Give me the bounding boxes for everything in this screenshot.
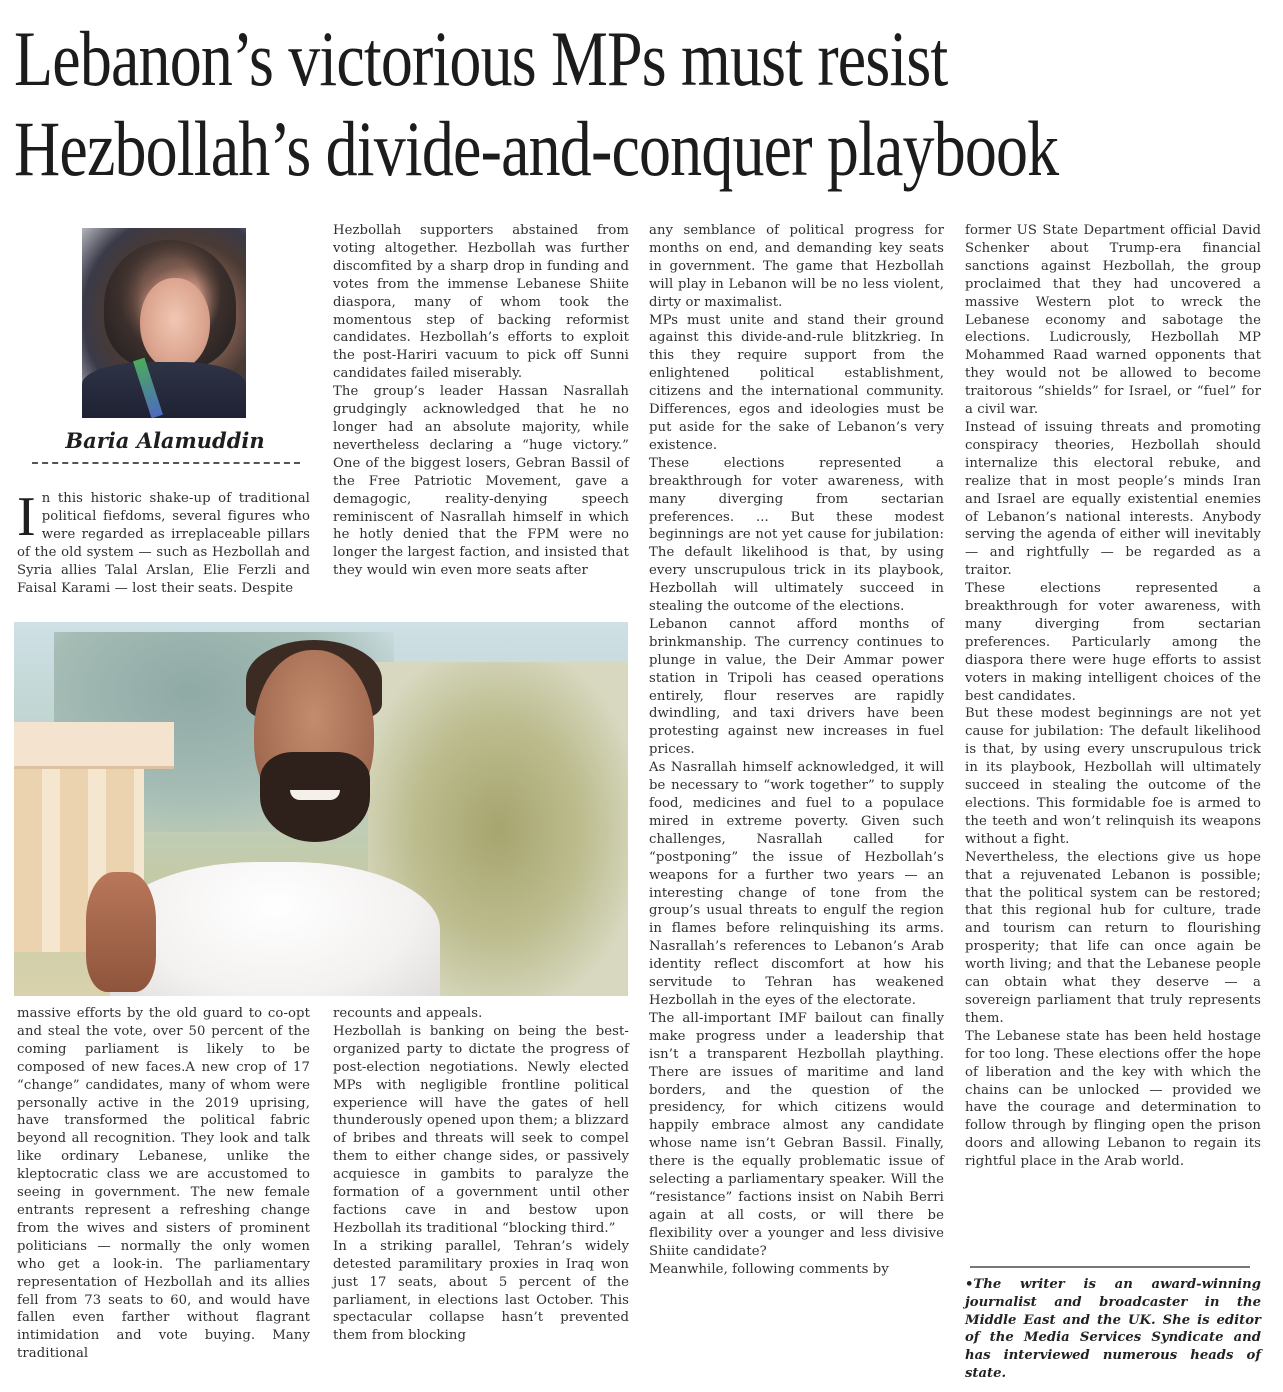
column-1-bottom bbox=[17, 1005, 310, 1363]
paragraph: As Nasrallah himself acknowledged, it will be necessary to “work together” to supply food, medicines and fuel to a populace mired in extreme poverty. Given such challenges, Nasrallah called for “postponing” the issue of Hezbollah’s weapons for a further two years — an interesting change of tone from the group’s usual threats to engulf the region in flames before relinquishing its arms. Nasrallah’s references to Lebanon’s Arab identity reflect discomfort at how his servitude to Tehran has weakened Hezbollah in the eyes of the electorate. bbox=[649, 760, 944, 1008]
photo-smile bbox=[290, 790, 340, 800]
paragraph: The group’s leader Hassan Nasrallah grudgingly acknowledged that he no longer had an absolute majority, while nevertheless declaring a “huge victory.” One of the biggest losers, Gebran Bassil of the Free Patriotic Movement, gave a demagogic, reality-denying speech reminiscent of Nasrallah himself in which he hotly denied that the FPM were no longer the largest faction, and insisted that they would win even more seats after bbox=[333, 384, 629, 579]
paragraph: recounts and appeals. bbox=[333, 1006, 483, 1021]
column-4 bbox=[965, 222, 1261, 1171]
photo-balustrade-rail bbox=[14, 722, 174, 769]
paragraph: The Lebanese state has been held hostage for too long. These elections offer the hope of liberation and the key with which the chains can be unlocked — provided we have the courage and determination to follow through by flinging open the prison doors and allowing Lebanon to regain its rightful place in the Arab world. bbox=[965, 1028, 1261, 1170]
paragraph: former US State Department official David Schenker about Trump-era financial sanctions against Hezbollah, the group proclaimed that they had uncovered a massive Western plot to wreck the Lebanese economy and sabotage the elections. Ludicrously, Hezbollah MP Mohammed Raad warned opponents that they would not be allowed to become traitorous “shields” for Israel, or “fuel” for a civil war. bbox=[965, 223, 1261, 418]
paragraph: These elections represented a breakthrough for voter awareness, with many diverging from sectarian preferences. ... But these modest beginnings are not yet cause for jubilation: The default likelihood is that, by using every unscrupulous trick in its playbook, Hezbollah will ultimately succeed in stealing the outcome of the elections. bbox=[649, 455, 944, 615]
column-1-top bbox=[17, 486, 310, 597]
byline-divider bbox=[32, 462, 300, 464]
author-bio: •The writer is an award-winning journalist and broadcaster in the Middle East and the UK. She is editor of the Media Services Syndicate and has interviewed numerous heads of state. bbox=[965, 1277, 1261, 1381]
headline bbox=[14, 14, 1059, 194]
thumbs-up-hand bbox=[86, 872, 156, 992]
bio-divider bbox=[970, 1266, 1250, 1268]
headline-line-2: Hezbollah’s divide-and-conquer playbook bbox=[14, 105, 1059, 192]
paragraph: But these modest beginnings are not yet cause for jubilation: The default likelihood is that, by using every unscrupulous trick in its playbook, Hezbollah will ultimately succeed in stealing the outcome of the elections. This formidable foe is armed to the teeth and won’t relinquish its weapons without a fight. bbox=[965, 706, 1261, 847]
author-photo bbox=[82, 228, 246, 418]
paragraph: Meanwhile, following comments by bbox=[649, 1261, 889, 1277]
paragraph: In a striking parallel, Tehran’s widely detested paramilitary proxies in Iraq won just 17 seats, about 5 percent of the parliament, in elections last October. This spectacular collapse hasn’t prevented them from blocking bbox=[333, 1238, 629, 1344]
paragraph: MPs must unite and stand their ground against this divide-and-rule blitzkrieg. In this they require support from the enlightened political establishment, citizens and the international community. Differences, egos and ideologies must be put aside for the sake of Lebanon’s very existence. bbox=[649, 312, 944, 453]
paragraph: The all-important IMF bailout can finally make progress under a leadership that isn’t a transparent Hezbollah plaything. There are issues of maritime and land borders, and the question of the presidency, for which citizens would happily embrace almost any candidate whose name isn’t Gebran Bassil. Finally, there is the equally problematic issue of selecting a parliamentary speaker. Will the “resistance” factions insist on Nabih Berri again at all costs, or will there be flexibility over a younger and less divisive Shiite candidate? bbox=[649, 1010, 944, 1259]
column-2-bottom bbox=[333, 1005, 629, 1345]
column-2-top bbox=[333, 222, 629, 580]
paragraph: Nevertheless, the elections give us hope that a rejuvenated Lebanon is possible; that the political system can be restored; that this regional hub for culture, trade and tourism can return to flourishing prosperity; that life can once again be worth living; and that the Lebanese people can obtain what they deserve — a sovereign parliament that truly represents them. bbox=[965, 849, 1261, 1026]
paragraph: Hezbollah is banking on being the best-organized party to dictate the progress of post-election negotiations. Newly elected MPs with negligible frontline political experience will have the gates of hell thunderously opened upon them; a blizzard of bribes and threats will seek to compel them to either change sides, or passively acquiesce in gambits to paralyze the formation of a government until other factions cave in and bestow upon Hezbollah its traditional “blocking third.” bbox=[333, 1023, 629, 1236]
paragraph: any semblance of political progress for months on end, and demanding key seats in government. The game that Hezbollah will play in Lebanon will be no less violent, dirty or maximalist. bbox=[649, 223, 944, 310]
main-photo bbox=[14, 622, 628, 996]
drop-cap: I bbox=[17, 486, 36, 548]
paragraph bbox=[17, 486, 310, 597]
paragraph: Hezbollah supporters abstained from voting altogether. Hezbollah was further discomfited by a sharp drop in funding and votes from the immense Lebanese Shiite diaspora, many of whom took the momentous step of backing reformist candidates. Hezbollah’s efforts to exploit the post-Hariri vacuum to pick off Sunni candidates failed miserably. bbox=[333, 223, 629, 382]
photo-shirt bbox=[110, 862, 440, 996]
paragraph: These elections represented a breakthrough for voter awareness, with many diverging from sectarian preferences. Particularly among the diaspora there were huge efforts to assist voters in making intelligent choices of the best candidates. bbox=[965, 581, 1261, 704]
paragraph-text: n this historic shake-up of traditional political fiefdoms, several figures who were regarded as irreplaceable pillars of the old system — such as Hezbollah and Syria allies Talal Arslan, Elie Ferzli and Faisal Karami — lost their seats. Despite bbox=[17, 491, 310, 596]
paragraph: massive efforts by the old guard to co-opt and steal the vote, over 50 percent of the coming parliament is likely to be composed of new faces.A new crop of 17 “change” candidates, many of whom were personally active in the 2019 uprising, have transformed the political fabric beyond all recognition. They look and talk like ordinary Lebanese, unlike the kleptocratic class we are accustomed to seeing in government. The new female entrants represent a refreshing change from the wives and sisters of prominent politicians — normally the only women who get a look-in. The parliamentary representation of Hezbollah and its allies fell from 73 seats to 60, and would have fallen even farther without flagrant intimidation and vote buying. Many traditional bbox=[17, 1006, 310, 1362]
column-3 bbox=[649, 222, 944, 1278]
paragraph: Lebanon cannot afford months of brinkmanship. The currency continues to plunge in value, the Deir Ammar power station in Tripoli has ceased operations entirely, flour reserves are rapidly dwindling, and taxi drivers have been protesting against new increases in fuel prices. bbox=[649, 616, 944, 758]
author-photo-face bbox=[140, 278, 210, 370]
author-byline: Baria Alamuddin bbox=[65, 428, 265, 453]
headline-line-1: Lebanon’s victorious MPs must resist bbox=[14, 15, 948, 102]
paragraph: Instead of issuing threats and promoting conspiracy theories, Hezbollah should internalize this electoral rebuke, and realize that in most people’s minds Iran and Israel are equally existential enemies of Lebanon’s national interests. Anybody serving the agenda of either will inevitably — and rightfully — be regarded as a traitor. bbox=[965, 419, 1261, 579]
author-photo-jacket bbox=[82, 362, 246, 418]
